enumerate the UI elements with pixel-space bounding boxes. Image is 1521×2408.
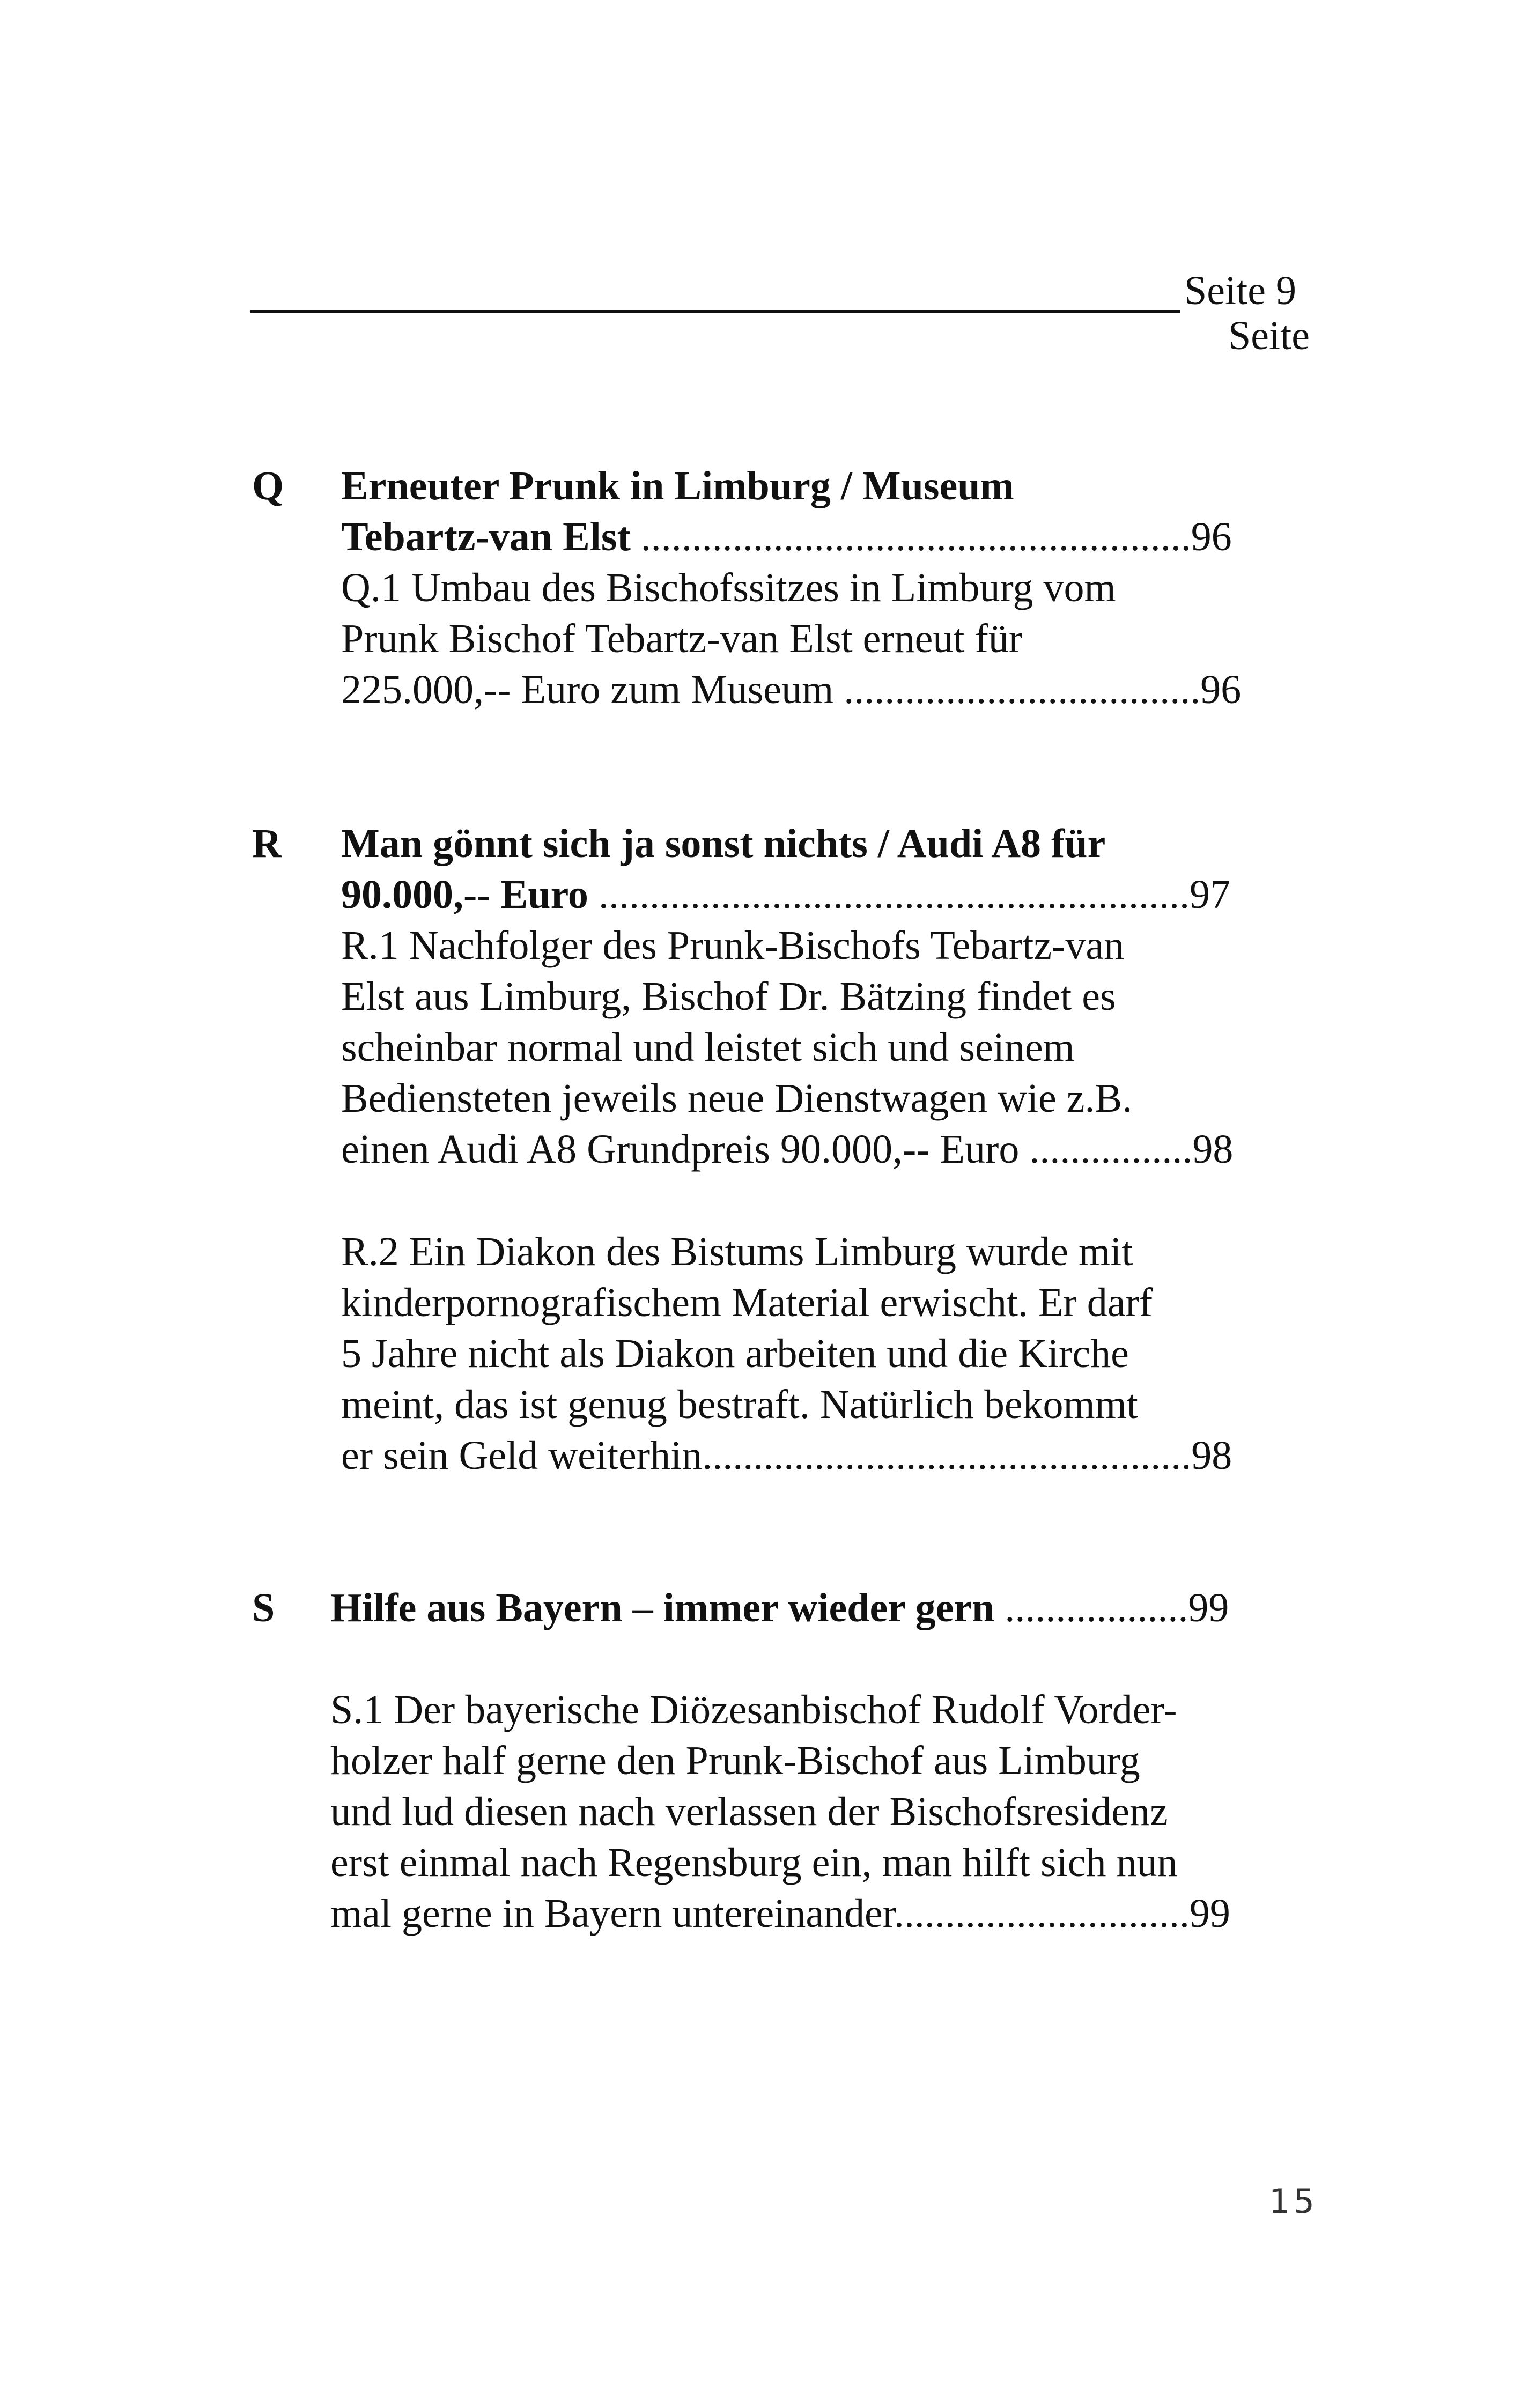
entry-line: einen Audi A8 Grundpreis 90.000,-- Euro ................98 [341,1127,1234,1172]
section-page-leader: ......................................................96 [630,514,1232,559]
section-letter: R [252,821,282,866]
section-page-leader: ..........................................................97 [588,872,1230,917]
section-title-part: Tebartz-van Elst [341,514,631,559]
entry-line: meint, das ist genug bestraft. Natürlich bekommt [341,1382,1138,1427]
entry-line: mal gerne in Bayern untereinander.............................99 [330,1891,1230,1936]
section-title: Erneuter Prunk in Limburg / Museum [341,463,1014,508]
section-title-line2 [341,516,1232,557]
section-page-leader: ..................99 [994,1585,1229,1630]
entry-line: kinderpornografischem Material erwischt. Er darf [341,1280,1153,1325]
header-seite-page: Seite 9 [1184,268,1296,313]
entry-line: R.2 Ein Diakon des Bistums Limburg wurde mit [341,1229,1133,1274]
entry-line: Elst aus Limburg, Bischof Dr. Bätzing findet es [341,974,1116,1019]
entry-line: scheinbar normal und leistet sich und seinem [341,1025,1075,1070]
section-title: Man gönnt sich ja sonst nichts / Audi A8 für [341,821,1106,866]
entry-line: holzer half gerne den Prunk-Bischof aus Limburg [330,1738,1140,1783]
entry-line: Q.1 Umbau des Bischofssitzes in Limburg vom [341,565,1116,610]
entry-line: 5 Jahre nicht als Diakon arbeiten und die Kirche [341,1331,1129,1376]
entry-line: er sein Geld weiterhin................................................98 [341,1433,1232,1478]
entry-line: Prunk Bischof Tebartz-van Elst erneut für [341,616,1023,661]
entry-line: erst einmal nach Regensburg ein, man hilft sich nun [330,1840,1178,1885]
header-seite-label: Seite [1228,313,1310,358]
section-letter: Q [252,463,284,508]
entry-line: 225.000,-- Euro zum Museum ...................................96 [341,667,1242,712]
section-letter: S [252,1585,275,1630]
entry-line: Bediensteten jeweils neue Dienstwagen wie z.B. [341,1076,1133,1121]
section-title: Hilfe aus Bayern – immer wieder gern [330,1585,995,1630]
section-title-line2 [341,874,1230,915]
section-title-line1 [330,1587,1229,1628]
page-number: 15 [1269,2182,1318,2221]
header-rule [250,310,1180,313]
entry-line: und lud diesen nach verlassen der Bischofsresidenz [330,1789,1168,1834]
entry-line: R.1 Nachfolger des Prunk-Bischofs Tebartz-van [341,923,1125,968]
section-title-part: 90.000,-- Euro [341,872,588,917]
entry-line: S.1 Der bayerische Diözesanbischof Rudolf Vorder- [330,1687,1177,1732]
